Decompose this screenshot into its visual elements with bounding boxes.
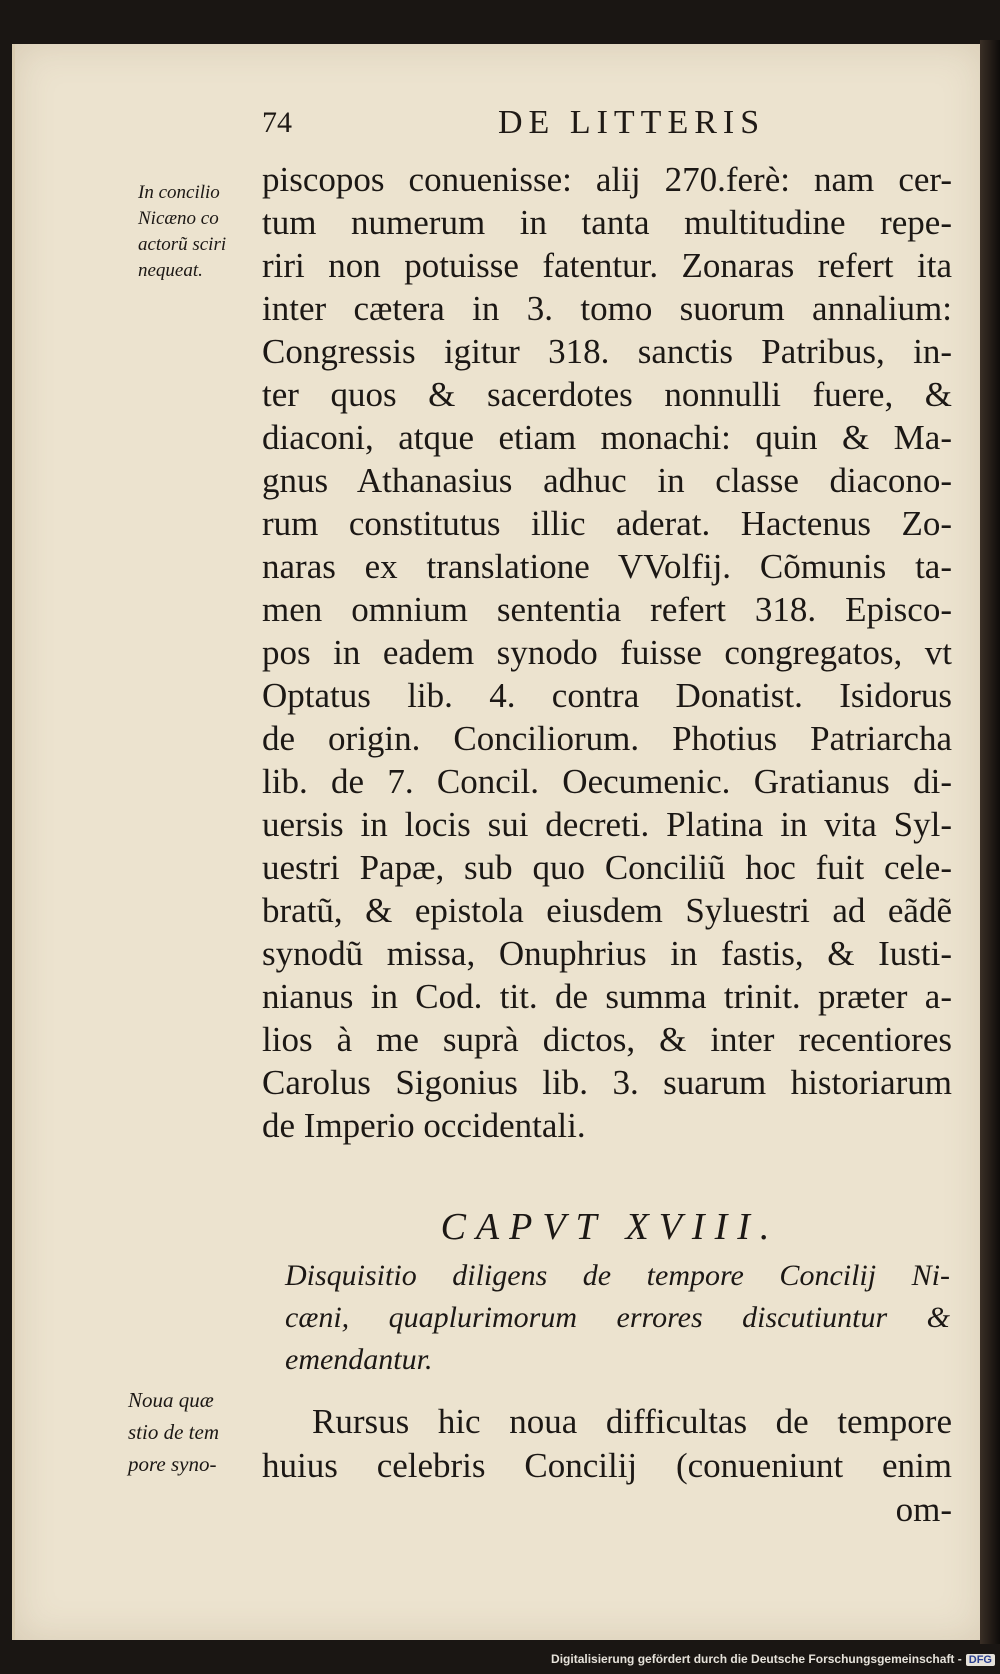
body-text xyxy=(262,158,952,1147)
text-line: Rursus hic noua difficultas de tempore xyxy=(312,1402,952,1441)
text-line: naras ex translatione VVolfij. Cõmunis ta- xyxy=(262,547,952,586)
body-text-continued xyxy=(262,1400,952,1532)
marginal-note-1 xyxy=(138,180,226,284)
text-line: lios à me suprà dictos, & inter recentiores xyxy=(262,1020,952,1059)
text-line: riri non potuisse fatentur. Zonaras refert ita xyxy=(262,246,952,285)
text-line: huius celebris Concilij (conueniunt enim xyxy=(262,1446,952,1485)
text-line: synodũ missa, Onuphrius in fastis, & Iusti- xyxy=(262,934,952,973)
marginal-line: In concilio xyxy=(138,182,220,203)
text-line: Optatus lib. 4. contra Donatist. Isidorus xyxy=(262,676,952,715)
catchword: om- xyxy=(895,1490,952,1529)
text-line: men omnium sententia refert 318. Episco- xyxy=(262,590,952,629)
marginal-note-2 xyxy=(128,1384,219,1480)
text-line: gnus Athanasius adhuc in classe diacono- xyxy=(262,461,952,500)
text-line: nianus in Cod. tit. de summa trinit. præter a- xyxy=(262,977,952,1016)
marginal-line: pore syno- xyxy=(128,1452,217,1476)
running-title: DE LITTERIS xyxy=(498,104,766,141)
text-line: rum constitutus illic aderat. Hactenus Zo- xyxy=(262,504,952,543)
text-line: de origin. Conciliorum. Photius Patriarcha xyxy=(262,719,952,758)
marginal-line: actorũ sciri xyxy=(138,234,227,255)
page-number: 74 xyxy=(262,106,292,139)
text-line: bratũ, & epistola eiusdem Syluestri ad eãdẽ xyxy=(262,891,952,930)
page-edge-shadow xyxy=(980,40,1000,1644)
text-line: de Imperio occidentali. xyxy=(262,1106,586,1145)
text-line: Congressis igitur 318. sanctis Patribus, in- xyxy=(262,332,952,371)
marginal-line: Nicæno co xyxy=(138,208,219,229)
digitization-credit xyxy=(540,1652,995,1666)
marginal-line: nequeat. xyxy=(138,260,203,281)
marginal-line: stio de tem xyxy=(128,1420,219,1444)
text-line: uersis in locis sui decreti. Platina in vita Syl- xyxy=(262,805,952,844)
credit-text: Digitalisierung gefördert durch die Deutsche Forschungsgemeinschaft - xyxy=(551,1652,962,1666)
text-line: ter quos & sacerdotes nonnulli fuere, & xyxy=(262,375,952,414)
summary-line: cæni, quaplurimorum errores discutiuntur & xyxy=(285,1301,950,1334)
summary-line: Disquisitio diligens de tempore Concilij Ni- xyxy=(285,1259,950,1292)
running-head xyxy=(262,96,802,152)
text-line: pos in eadem synodo fuisse congregatos, vt xyxy=(262,633,952,672)
marginal-line: Noua quæ xyxy=(128,1388,214,1412)
text-line: Carolus Sigonius lib. 3. suarum historiarum xyxy=(262,1063,952,1102)
summary-line: emendantur. xyxy=(285,1343,433,1376)
text-line: inter cætera in 3. tomo suorum annalium: xyxy=(262,289,952,328)
text-line: tum numerum in tanta multitudine repe- xyxy=(262,203,952,242)
text-line: piscopos conuenisse: alij 270.ferè: nam cer- xyxy=(262,160,952,199)
text-line: lib. de 7. Concil. Oecumenic. Gratianus di- xyxy=(262,762,952,801)
dfg-logo: DFG xyxy=(966,1654,995,1666)
text-line: uestri Papæ, sub quo Conciliũ hoc fuit cele- xyxy=(262,848,952,887)
text-line: diaconi, atque etiam monachi: quin & Ma- xyxy=(262,418,952,457)
chapter-summary xyxy=(285,1255,950,1381)
chapter-heading: CAPVT XVIII. xyxy=(440,1206,780,1248)
